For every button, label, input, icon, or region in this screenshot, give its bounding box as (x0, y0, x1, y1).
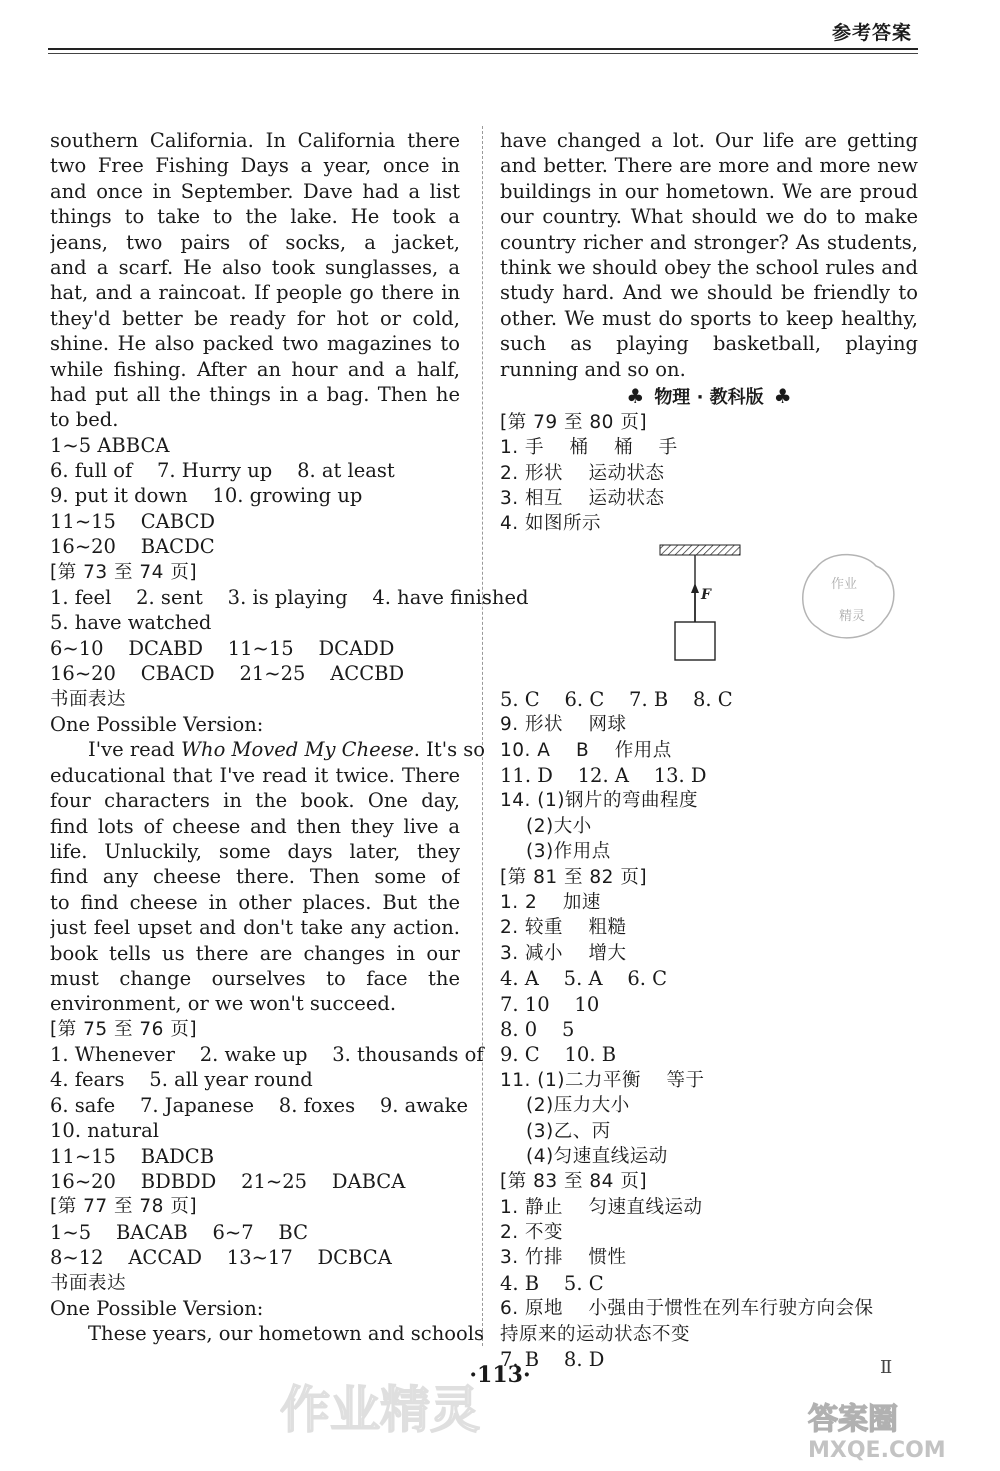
text-line: hat, and a raincoat. If people go there in (50, 281, 460, 305)
box (675, 622, 715, 660)
answer-line: 3. 减小 增大 (500, 942, 627, 964)
answer-line: 7. B 8. D (500, 1348, 605, 1372)
answer-subline: (2)大小 (526, 815, 592, 837)
answer-line: 1. Whenever 2. wake up 3. thousands of (50, 1043, 484, 1067)
answer-line: 11. D 12. A 13. D (500, 764, 707, 788)
text-line: things to take to the lake. He took a (50, 205, 460, 229)
answer-subline: (3)作用点 (526, 841, 611, 863)
answer-line: 1. 2 加速 (500, 891, 601, 913)
text-line: buildings in our hometown. We are proud (500, 179, 918, 203)
text-line: study hard. And we should be friendly to (500, 281, 918, 305)
answer-line: 5. have watched (50, 611, 212, 635)
answer-line: 3. 竹排 惯性 (500, 1247, 627, 1269)
text-line: while fishing. After an hour and a half, (50, 357, 460, 381)
answer-line: 持原来的运动状态不变 (500, 1323, 691, 1345)
book-title: Who Moved My Cheese (181, 738, 414, 762)
watermark-text: 答案圈 (808, 1402, 898, 1437)
answer-line: 6. safe 7. Japanese 8. foxes 9. awake (50, 1093, 468, 1117)
answer-line: 9. put it down 10. growing up (50, 484, 363, 508)
club-icon: ♣ (773, 383, 792, 408)
page-range-heading: [第 73 至 74 页] (50, 561, 198, 583)
answer-line: 1~5 ABBCA (50, 433, 170, 457)
answer-line: 4. B 5. C (500, 1271, 604, 1295)
answer-line: 11~15 CABCD (50, 509, 216, 533)
answer-line: 1. 静止 匀速直线运动 (500, 1196, 703, 1218)
ceiling-support (660, 545, 740, 555)
answer-line: 4. A 5. A 6. C (500, 967, 668, 991)
text-line: two Free Fishing Days a year, once in (50, 154, 460, 178)
watermark-logo (280, 1372, 520, 1442)
answer-line: 16~20 BDBDD 21~25 DABCA (50, 1170, 406, 1194)
text-line: educational that I've read it twice. There (50, 763, 460, 787)
answer-line: 7. 10 10 (500, 992, 600, 1016)
answer-line: 1. 手 桶 桶 手 (500, 437, 678, 459)
answer-line: 10. natural (50, 1119, 159, 1143)
page-number: ·113· (469, 1362, 531, 1388)
text-line: and a scarf. He also took sunglasses, a (50, 255, 460, 279)
stamp-seal (796, 548, 900, 644)
answer-line: 6. 原地 小强由于惯性在列车行驶方向会保 (500, 1298, 874, 1320)
answer-line: 9. C 10. B (500, 1043, 617, 1067)
text-line: and better. There are more and more new (500, 154, 918, 178)
text-line: our country. What should we do to make (500, 205, 918, 229)
text-line: other. We must do sports to keep healthy, (500, 306, 918, 330)
stamp-text: 作业 (830, 577, 858, 592)
answer-line: 11. (1)二力平衡 等于 (500, 1069, 705, 1091)
passage-continuation (50, 128, 460, 433)
arrow-head-icon (691, 583, 699, 593)
text-line: to bed. (50, 408, 119, 432)
section-title (500, 382, 918, 410)
answer-line: 1~5 BACAB 6~7 BC (50, 1220, 309, 1244)
essay-cheese (50, 737, 486, 1016)
force-label: F (701, 586, 711, 603)
answer-line: 2. 较重 粗糙 (500, 917, 627, 939)
page-range-heading: [第 75 至 76 页] (50, 1018, 198, 1040)
essay-hometown-first-line: These years, our hometown and schools (88, 1322, 485, 1346)
text-line: think we should obey the school rules and (500, 255, 918, 279)
page-range-heading: [第 83 至 84 页] (500, 1171, 648, 1193)
text-line: four characters in the book. One day, (50, 789, 460, 813)
answer-line: 1. feel 2. sent 3. is playing 4. have finished (50, 586, 529, 610)
text-line: find any cheese there. Then some of (50, 865, 460, 889)
text-line: they'd better be ready for hot or cold, (50, 306, 460, 330)
answer-line: 4. fears 5. all year round (50, 1068, 313, 1092)
left-column (50, 128, 529, 1347)
answer-line: 10. A B 作用点 (500, 739, 672, 761)
essay-hometown-continued (500, 128, 918, 382)
text-line: find lots of cheese and then they live a (50, 814, 460, 838)
text-line: running and so on. (500, 357, 686, 381)
text-line: environment, or we won't succeed. (50, 992, 397, 1016)
version-label: One Possible Version: (50, 1296, 264, 1320)
answer-line: 8~12 ACCAD 13~17 DCBCA (50, 1246, 392, 1270)
answer-subline: (3)乙、丙 (526, 1120, 611, 1142)
stamp-text: 精灵 (838, 609, 866, 624)
answer-line: 3. 相互 运动状态 (500, 488, 665, 510)
column-divider (482, 126, 483, 1346)
watermark-url: MXQE.COM (808, 1438, 946, 1463)
section-title-text: 物理 · 教科版 (654, 386, 764, 408)
right-column (500, 128, 918, 1372)
answer-line: 16~20 BACDC (50, 535, 215, 559)
answer-line: 5. C 6. C 7. B 8. C (500, 687, 733, 711)
answer-line: 2. 形状 运动状态 (500, 462, 665, 484)
text-line: had put all the things in a bag. Then he (50, 382, 460, 406)
answer-line: 9. 形状 网球 (500, 714, 627, 736)
page-range-heading: [第 79 至 80 页] (500, 411, 648, 433)
header-rule (48, 48, 918, 50)
answer-line: 16~20 CBACD 21~25 ACCBD (50, 662, 405, 686)
answer-line: 4. 如图所示 (500, 513, 602, 535)
writing-heading: 书面表达 (50, 688, 127, 710)
answer-line: 6. full of 7. Hurry up 8. at least (50, 459, 395, 483)
answer-subline: (2)压力大小 (526, 1095, 630, 1117)
text-line: southern California. In California there (50, 129, 460, 152)
version-label: One Possible Version: (50, 712, 264, 736)
text-line: life. Unluckily, some days later, they (50, 839, 460, 863)
header-title: 参考答案 (831, 22, 912, 44)
answer-line: 14. (1)钢片的弯曲程度 (500, 790, 699, 812)
answer-subline: (4)匀速直线运动 (526, 1145, 668, 1167)
answer-line: 2. 不变 (500, 1222, 564, 1244)
header-rule-thin (48, 53, 918, 54)
essay-text: . It's so (413, 738, 486, 762)
text-line: country richer and stronger? As students, (500, 230, 918, 254)
text-line: to find cheese in other places. But the (50, 890, 460, 914)
text-line: have changed a lot. Our life are getting (500, 129, 918, 152)
essay-text: I've read (88, 738, 181, 762)
text-line: just feel upset and don't take any action. (50, 916, 460, 940)
essay-first-line (50, 737, 486, 762)
watermark-text: 作业精灵 (280, 1381, 480, 1439)
writing-heading: 书面表达 (50, 1272, 127, 1294)
hanging-box-diagram (650, 537, 750, 677)
text-line: such as playing basketball, playing (500, 332, 918, 356)
watermark-site-logo (800, 1395, 990, 1465)
club-icon: ♣ (626, 383, 645, 408)
text-line: jeans, two pairs of socks, a jacket, (50, 230, 460, 254)
corner-mark: Ⅱ (880, 1357, 893, 1378)
page-range-heading: [第 77 至 78 页] (50, 1196, 198, 1218)
text-line: must change ourselves to face the (50, 966, 460, 990)
answer-line: 11~15 BADCB (50, 1144, 215, 1168)
text-line: shine. He also packed two magazines to (50, 332, 460, 356)
answer-line: 8. 0 5 (500, 1017, 575, 1041)
text-line: book tells us there are changes in our (50, 941, 460, 965)
answer-line: 6~10 DCABD 11~15 DCADD (50, 636, 395, 660)
page-range-heading: [第 81 至 82 页] (500, 866, 648, 888)
text-line: and once in September. Dave had a list (50, 179, 460, 203)
